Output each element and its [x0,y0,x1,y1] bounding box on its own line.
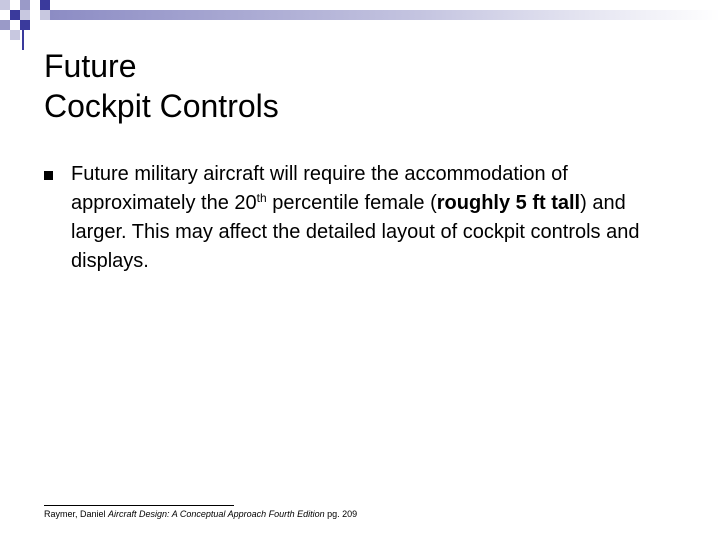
bullet-text-part-3: ) and larger. This may affect the detailed layout of cockpit controls and displays. [71,192,640,272]
bullet-text-part-1: Future military aircraft will require the accommodation of approximately the 20 [71,163,568,214]
bullet-text-part-2: percentile female ( [266,192,437,214]
slide-title-line-1: Future [44,48,137,84]
header-decoration [0,0,720,50]
bullet-superscript: th [256,191,267,205]
footnote-book-title: Aircraft Design: A Conceptual Approach Fourth Edition [108,509,325,519]
footnote-author: Raymer, Daniel [44,509,109,519]
bullet-item [44,160,674,276]
footnote-divider [44,505,234,506]
bullet-bold-text: roughly 5 ft tall [436,192,581,214]
slide-title [44,46,279,126]
bullet-list [44,160,674,276]
slide-title-line-2: Cockpit Controls [44,88,279,124]
square-bullet-icon [44,171,53,180]
footnote-page: pg. 209 [324,509,358,519]
footnote-citation [44,508,357,520]
